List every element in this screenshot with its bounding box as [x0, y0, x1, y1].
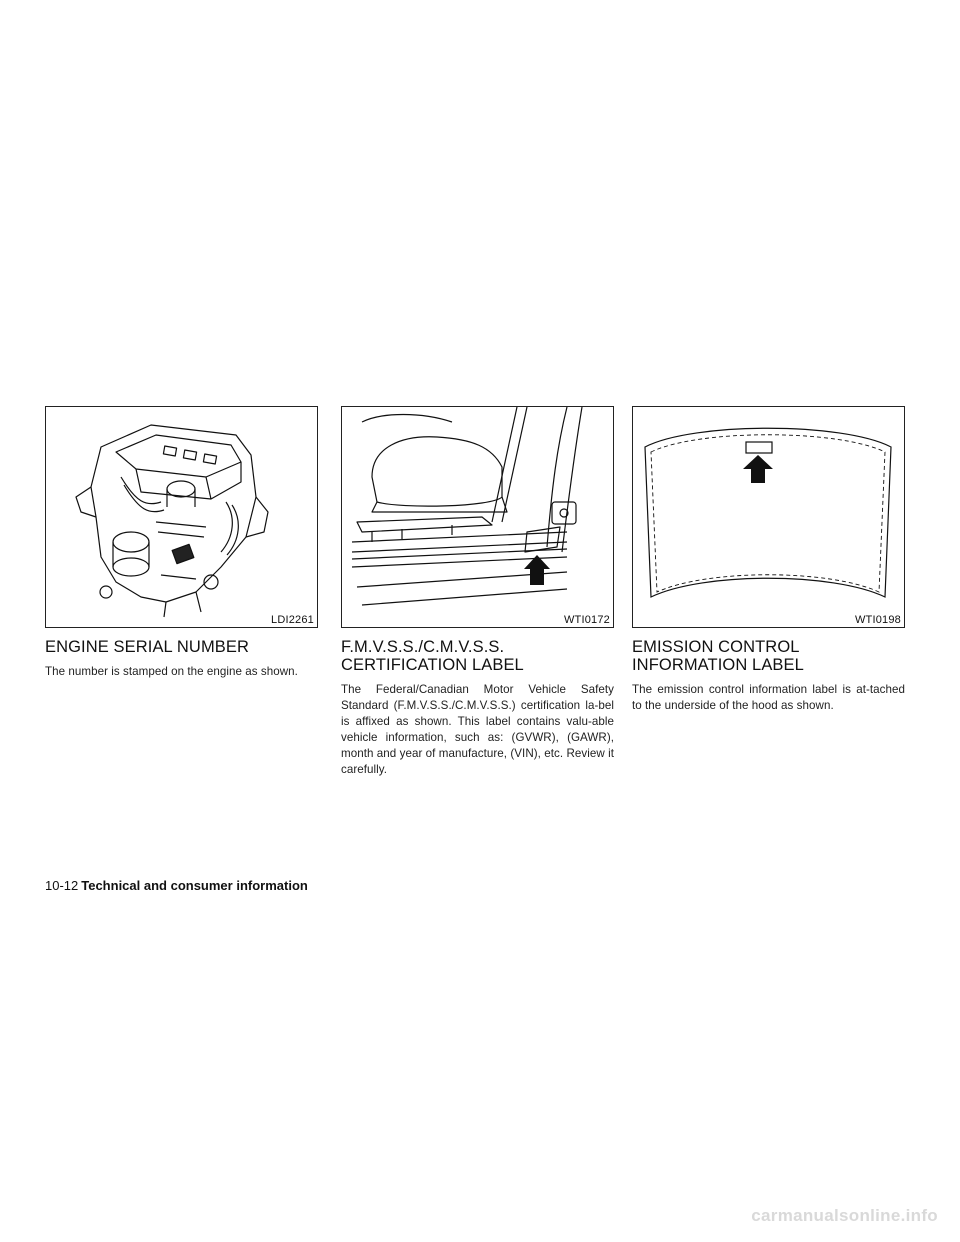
section-heading: EMISSION CONTROL INFORMATION LABEL	[632, 638, 804, 674]
page-number: 10-12	[45, 878, 79, 893]
engine-illustration-icon	[46, 407, 317, 627]
arrow-up-icon	[743, 455, 773, 483]
section-certification-label	[341, 406, 614, 778]
seat-door-sill-illustration-icon	[342, 407, 613, 627]
figure-hood	[632, 406, 905, 628]
arrow-up-icon	[524, 555, 550, 585]
hood-illustration-icon	[633, 407, 904, 627]
footer-section-title: Technical and consumer information	[81, 878, 308, 893]
section-body: The number is stamped on the engine as shown.	[45, 665, 298, 678]
section-body: The Federal/Canadian Motor Vehicle Safety Standard (F.M.V.S.S./C.M.V.S.S.) certification la-bel is affixed as shown. This label contains valu-able vehicle information, such as: (GVWR), (GAWR), month and year of manufacture, (VIN), etc. Review it carefully.	[341, 683, 614, 776]
page-footer	[45, 878, 308, 894]
section-heading: ENGINE SERIAL NUMBER	[45, 638, 250, 656]
section-emission-control-label	[632, 406, 905, 714]
section-engine-serial-number	[45, 406, 318, 680]
figure-seat-door-sill	[341, 406, 614, 628]
figure-code: WTI0172	[563, 614, 610, 626]
section-body: The emission control information label is at-tached to the underside of the hood as shown.	[632, 683, 905, 712]
watermark: carmanualsonline.info	[751, 1206, 938, 1225]
section-heading: F.M.V.S.S./C.M.V.S.S. CERTIFICATION LABEL	[341, 638, 524, 674]
figure-code: LDI2261	[271, 614, 314, 626]
figure-engine	[45, 406, 318, 628]
figure-code: WTI0198	[854, 614, 901, 626]
